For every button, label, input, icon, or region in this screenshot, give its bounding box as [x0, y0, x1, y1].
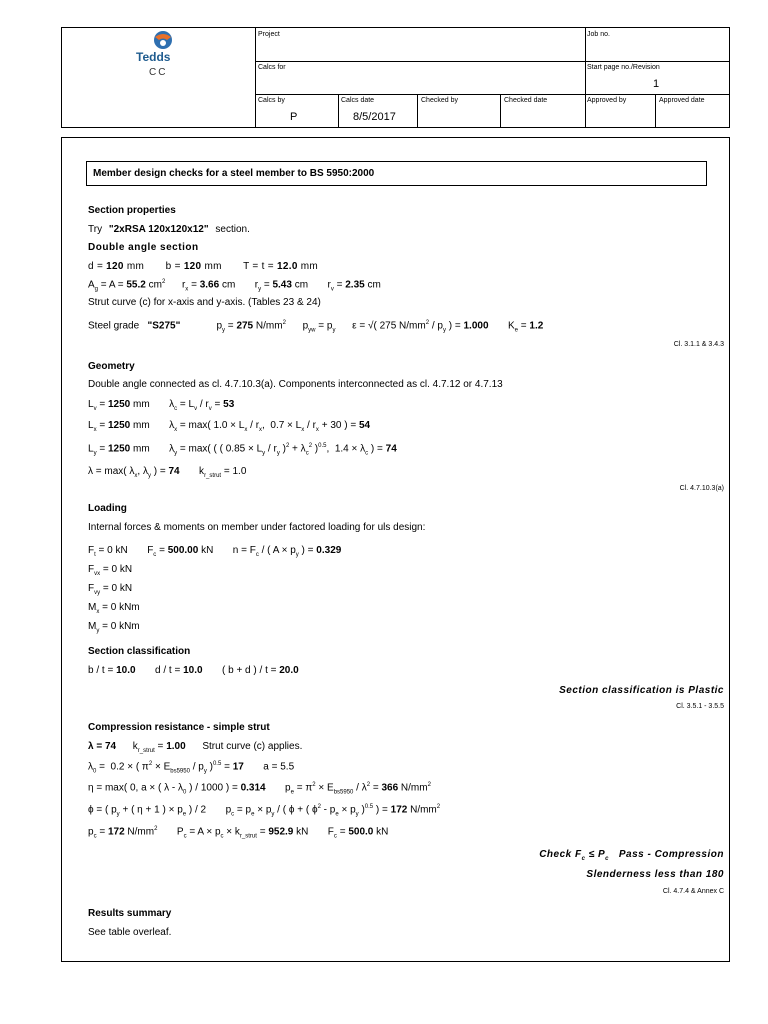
eta-line: η = max( 0, a × ( λ - $\lambda_0$ ) / 1000 ) = 0.314 $p_e = \pi^2 \times E_{bs5950} / \lambda^2 = 366$ $N/mm^2$	[88, 782, 431, 796]
clause-ref-3: Cl. 3.5.1 - 3.5.5	[676, 703, 724, 710]
my-line: $M_y = 0$ kNm	[88, 621, 140, 634]
mx-line: $M_x = 0$ kNm	[88, 602, 140, 615]
try-text: Try	[88, 224, 103, 235]
geometry-heading: Geometry	[88, 361, 135, 372]
double-angle-heading: Double angle section	[88, 242, 199, 253]
loading-line: Internal forces & moments on member under factored loading for uls design:	[88, 522, 426, 533]
clause-ref-1: Cl. 3.1.1 & 3.4.3	[673, 341, 724, 348]
divider	[338, 94, 339, 127]
geometry-line: Double angle connected as cl. 4.7.10.3(a). Components interconnected as cl. 4.7.12 or 4.7.13	[88, 379, 503, 390]
check-result: Check $F_c \le P_c$ Pass - Compression	[539, 849, 724, 862]
pc-line: $p_c = 172$ $N/mm^2$ $P_c = A \times p_c \times k_{r\_strut} = 952.9$ kN $F_c = 500.0$ kN	[88, 826, 389, 840]
project-label: Project	[258, 31, 280, 38]
clause-ref-2: Cl. 4.7.10.3(a)	[679, 485, 724, 492]
divider	[585, 28, 586, 127]
divider	[255, 28, 256, 127]
lambda0-line: $\lambda_0 = 0.2$ × ( $\pi^2 \times E_{bs5950} / p_y$ )$^{0.5}$ = 17 a = 5.5	[88, 761, 295, 775]
compression-heading: Compression resistance - simple strut	[88, 722, 270, 733]
phi-line: ϕ = ( $p_y$ + ( η + 1 ) × $p_e$ ) / 2 $p_c = p_e \times p_y$ / ( ϕ + ( $\phi^2 - p_e \times p_y$ )$^{0.5}$ ) = 172 $N/mm^2$	[88, 804, 441, 818]
results-heading: Results summary	[88, 908, 172, 919]
calcs-by-value: P	[290, 111, 298, 123]
checked-date-label: Checked date	[504, 97, 548, 104]
try-section: "2xRSA 120x120x12"	[108, 224, 209, 235]
strut-applies: Strut curve (c) applies.	[202, 741, 303, 752]
strut-curve-line: Strut curve (c) for x-axis and y-axis. (Tables 23 & 24)	[88, 297, 321, 308]
steel-grade-label: Steel grade	[88, 320, 140, 332]
calcs-date-label: Calcs date	[341, 97, 375, 104]
checked-by-label: Checked by	[421, 97, 458, 104]
divider	[255, 61, 729, 62]
classification-heading: Section classification	[88, 646, 191, 657]
lambda-line: λ = max( $\lambda_x$, $\lambda_y$ ) = 74 $k_{r\_strut} = 1.0$	[88, 466, 247, 479]
forces-line: $F_t = 0$ kN $F_c = 500.00$ kN $n = F_c$ / ( $A \times p_y$ ) = 0.329	[88, 545, 342, 558]
logo-text: Tedds	[136, 50, 171, 64]
dims-line: d = 120 mm b = 120 mm T = t = 12.0 mm	[88, 261, 319, 272]
fvx-line: $F_{vx} = 0$ kN	[88, 564, 133, 577]
area-line: $A_g = A = 55.2$ $cm^2$ $r_x = 3.66$ cm $r_y = 5.43$ cm $r_v = 2.35$ cm	[88, 279, 381, 293]
approved-by-label: Approved by	[587, 97, 627, 104]
clause-ref-4: Cl. 4.7.4 & Annex C	[662, 888, 724, 895]
tedds-logo-icon	[150, 29, 176, 51]
ly-line: $L_y = 1250$ mm $\lambda_y = \max$( ( ( $0.85 \times L_y / r_y$ )$^2 + \lambda_c^2$ )$^{0.5}$, $1.4 \times \lambda_c$ ) = 74	[88, 443, 397, 457]
loading-heading: Loading	[88, 503, 127, 514]
results-line: See table overleaf.	[88, 927, 172, 938]
lx-line: $L_x = 1250$ mm $\lambda_x = \max$( $1.0 \times L_x / r_x$, $0.7 \times L_x / r_x + 30$ ) = 54	[88, 420, 371, 433]
section-properties-heading: Section properties	[88, 205, 176, 216]
slenderness-result: Slenderness less than 180	[586, 869, 724, 880]
logo-subtext: CC	[149, 67, 168, 78]
lv-line: $L_v = 1250$ mm $\lambda_c = L_v / r_v = 53$	[88, 399, 235, 412]
startpage-label: Start page no./Revision	[587, 64, 660, 71]
check-pass: Pass - Compression	[618, 849, 724, 860]
fvy-line: $F_{vy} = 0$ kN	[88, 583, 133, 596]
startpage-value: 1	[653, 78, 660, 90]
divider	[255, 94, 729, 95]
try-suffix: section.	[215, 224, 250, 235]
calcs-date-value: 8/5/2017	[353, 111, 396, 123]
classification-result: Section classification is Plastic	[559, 685, 724, 696]
steel-grade-value: "S275"	[147, 320, 181, 332]
divider	[655, 94, 656, 127]
ratio-line: b / t = 10.0 d / t = 10.0 ( b + d ) / t = 20.0	[88, 665, 299, 676]
divider	[417, 94, 418, 127]
try-line	[88, 224, 250, 235]
steel-grade-line: Steel grade "S275" $p_y = 275$ $N/mm^2$ $p_{yw} = p_y$ ε = √( 275 $N/mm^2 / p_y$ ) = 1.000 $K_e = 1.2$	[88, 320, 544, 334]
title-box	[86, 161, 707, 186]
doc-title: Member design checks for a steel member to BS 5950:2000	[93, 168, 375, 179]
calcs-by-label: Calcs by	[258, 97, 285, 104]
strut-line: λ = 74 $k_{r\_strut} = 1.00$ Strut curve (c) applies.	[88, 741, 303, 754]
divider	[500, 94, 501, 127]
calcs-for-label: Calcs for	[258, 64, 286, 71]
approved-date-label: Approved date	[659, 97, 705, 104]
job-label: Job no.	[587, 31, 610, 38]
